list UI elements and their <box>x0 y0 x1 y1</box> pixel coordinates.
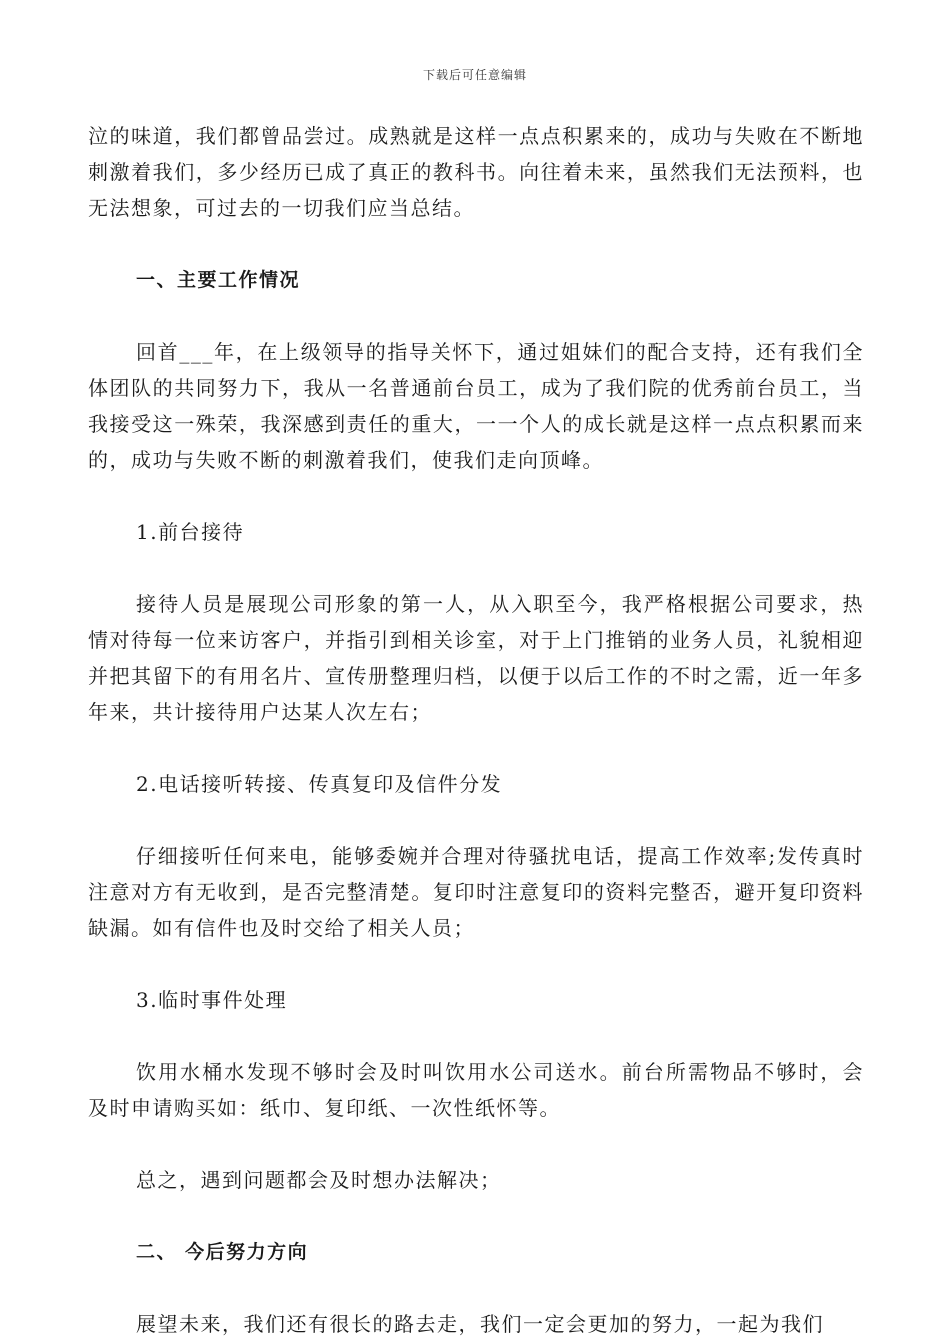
item-heading-reception: 1.前台接待 <box>136 520 245 544</box>
future-paragraph: 展望未来，我们还有很长的路去走，我们一定会更加的努力，一起为我们 <box>136 1312 824 1336</box>
item-heading-phone-fax: 2.电话接听转接、传真复印及信件分发 <box>136 772 503 796</box>
incidents-paragraph: 饮用水桶水发现不够时会及时叫饮用水公司送水。前台所需物品不够时，会及时申请购买如：纸巾、复印纸、一次性纸怀等。 <box>88 1060 864 1120</box>
document-body <box>88 118 864 1342</box>
intro-paragraph: 泣的味道，我们都曾品尝过。成熟就是这样一点点积累来的，成功与失败在不断地刺激着我们，多少经历已成了真正的教科书。向往着未来，虽然我们无法预料，也无法想象，可过去的一切我们应当总结。 <box>88 124 864 220</box>
review-paragraph: 回首___年，在上级领导的指导关怀下，通过姐妹们的配合支持，还有我们全体团队的共同努力下，我从一名普通前台员工，成为了我们院的优秀前台员工，当我接受这一殊荣，我深感到责任的重大，一一个人的成长就是这样一点点积累而来的，成功与失败不断的刺激着我们，使我们走向顶峰。 <box>88 340 864 472</box>
section-heading-main-work: 一、主要工作情况 <box>136 269 301 291</box>
item-heading-incidents: 3.临时事件处理 <box>136 988 288 1012</box>
phone-fax-paragraph: 仔细接听任何来电，能够委婉并合理对待骚扰电话，提高工作效率;发传真时注意对方有无收到，是否完整清楚。复印时注意复印的资料完整否，避开复印资料缺漏。如有信件也及时交给了相关人员； <box>88 844 864 940</box>
reception-paragraph: 接待人员是展现公司形象的第一人，从入职至今，我严格根据公司要求，热情对待每一位来访客户，并指引到相关诊室，对于上门推销的业务人员，礼貌相迎并把其留下的有用名片、宣传册整理归档，以便于以后工作的不时之需，近一年多年来，共计接待用户达某人次左右； <box>88 592 864 724</box>
page-header: 下载后可任意编辑 <box>422 68 527 82</box>
summary-paragraph: 总之，遇到问题都会及时想办法解决； <box>136 1168 502 1192</box>
section-heading-future: 二、 今后努力方向 <box>136 1241 309 1263</box>
